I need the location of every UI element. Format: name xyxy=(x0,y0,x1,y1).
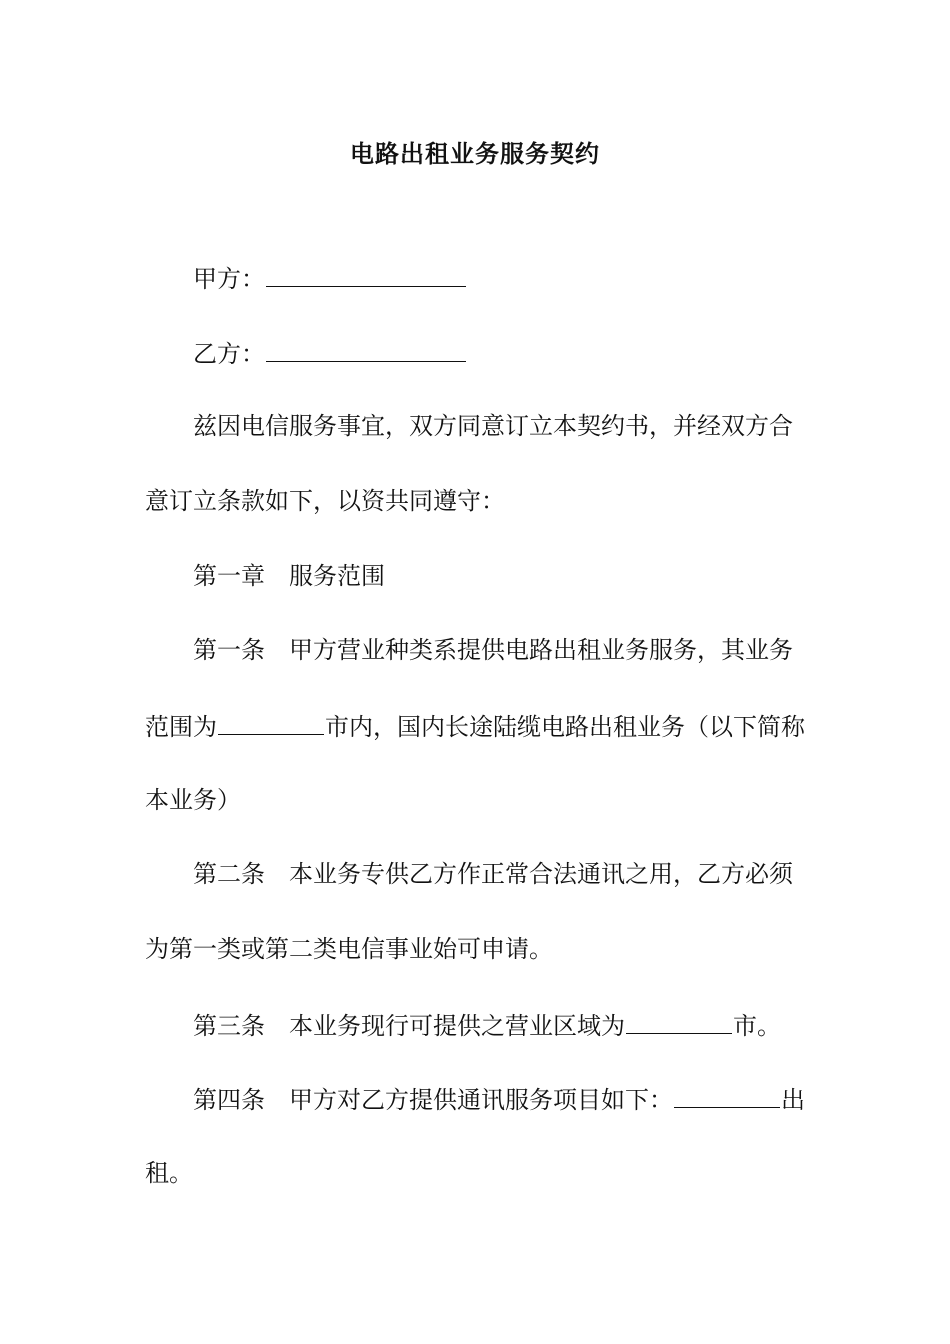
article-3-text-a: 本业务现行可提供之营业区域为 xyxy=(289,1012,625,1040)
article-2-line-2: 为第一类或第二类电信事业始可申请。 xyxy=(145,935,553,963)
article-2-number: 第二条 xyxy=(193,860,265,888)
party-b-label: 乙方： xyxy=(193,340,265,368)
intro-line-1: 兹因电信服务事宜，双方同意订立本契约书，并经双方合 xyxy=(193,412,793,440)
party-a-line xyxy=(193,260,467,296)
article-4-text-a: 甲方对乙方提供通讯服务项目如下： xyxy=(289,1086,673,1114)
article-1-line-1 xyxy=(193,633,793,667)
article-4-line-2: 租。 xyxy=(145,1159,193,1187)
article-1-blank xyxy=(218,708,324,735)
article-3-line xyxy=(193,1007,781,1043)
party-a-blank xyxy=(266,260,466,287)
chapter-1-title: 服务范围 xyxy=(289,562,385,590)
chapter-1-heading xyxy=(193,559,385,593)
article-4-blank xyxy=(674,1081,780,1108)
article-3-blank xyxy=(626,1007,732,1034)
article-4-line-1 xyxy=(193,1081,805,1117)
article-1-line-3: 本业务） xyxy=(145,786,241,814)
article-2-line-1 xyxy=(193,857,793,891)
party-b-blank xyxy=(266,335,466,362)
article-1-text-2b: 市内，国内长途陆缆电路出租业务（以下简称 xyxy=(325,713,805,741)
party-b-line xyxy=(193,335,467,371)
article-3-text-b: 市。 xyxy=(733,1012,781,1040)
article-4-text-b: 出 xyxy=(781,1086,805,1114)
intro-line-2: 意订立条款如下，以资共同遵守： xyxy=(145,487,505,515)
article-2-text-1: 本业务专供乙方作正常合法通讯之用，乙方必须 xyxy=(289,860,793,888)
chapter-1-number: 第一章 xyxy=(193,562,265,590)
document-title: 电路出租业务服务契约 xyxy=(350,140,600,168)
article-3-number: 第三条 xyxy=(193,1012,265,1040)
article-1-line-2 xyxy=(145,708,805,744)
article-1-number: 第一条 xyxy=(193,636,265,664)
article-4-number: 第四条 xyxy=(193,1086,265,1114)
party-a-label: 甲方： xyxy=(193,265,265,293)
article-1-text-2a: 范围为 xyxy=(145,713,217,741)
article-1-text-1: 甲方营业种类系提供电路出租业务服务，其业务 xyxy=(289,636,793,664)
